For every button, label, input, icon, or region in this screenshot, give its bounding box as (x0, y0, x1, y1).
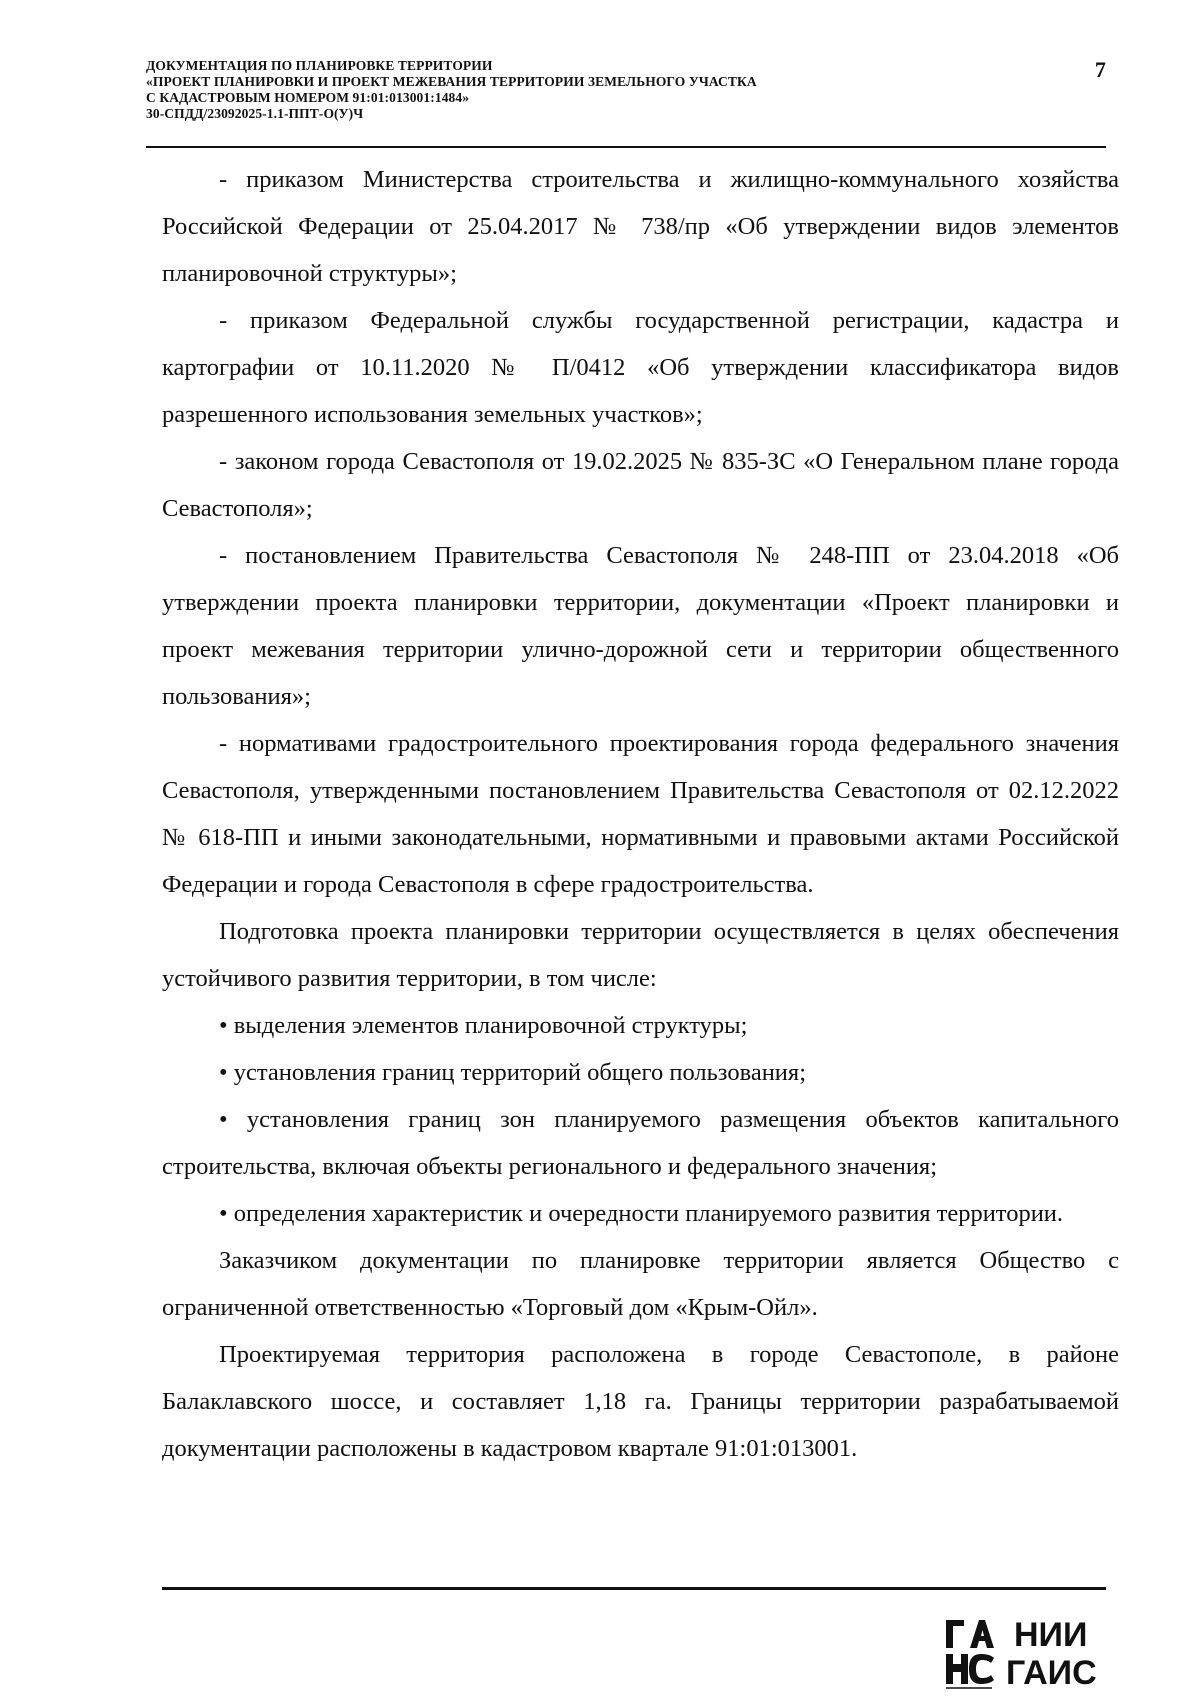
page-number: 7 (1094, 57, 1106, 82)
logo-icon (946, 1612, 1122, 1690)
bullet-item: • установления границ территорий общего пользования; (219, 1059, 806, 1086)
header-line-1: ДОКУМЕНТАЦИЯ ПО ПЛАНИРОВКЕ ТЕРРИТОРИИ (146, 58, 493, 73)
paragraph-resolution-248: - постановлением Правительства Севастополя № 248-ПП от 23.04.2018 «Об утверждении проекта планировки территории, документации «Проект планировки и проект межевания территории улично-дорожной сети и территории общественного пользования»; (162, 542, 1119, 710)
bullet-item: • определения характеристик и очередности планируемого развития территории. (219, 1200, 1064, 1227)
header-line-4: 30-СПДД/23092025-1.1-ППТ-О(У)Ч (146, 106, 364, 121)
document-body (162, 156, 1119, 1472)
header-line-3: С КАДАСТРОВЫМ НОМЕРОМ 91:01:013001:1484» (146, 90, 470, 105)
paragraph-purpose: Подготовка проекта планировки территории осуществляется в целях обеспечения устойчивого развития территории, в том числе: (162, 918, 1119, 992)
svg-text:ГАИС: ГАИС (1006, 1654, 1097, 1690)
paragraph-territory: Проектируемая территория расположена в городе Севастополе, в районе Балаклавского шоссе, и составляет 1,18 га. Границы территории разрабатываемой документации расположены в кадастровом квартале 91:01:013001. (162, 1341, 1119, 1462)
header-line-2: «ПРОЕКТ ПЛАНИРОВКИ И ПРОЕКТ МЕЖЕВАНИЯ ТЕРРИТОРИИ ЗЕМЕЛЬНОГО УЧАСТКА (146, 74, 757, 89)
bullet-item: • установления границ зон планируемого размещения объектов капитального строительства, включая объекты регионального и федерального значения; (162, 1106, 1119, 1180)
company-logo (946, 1612, 1122, 1690)
paragraph-law-general-plan: - законом города Севастополя от 19.02.2025 № 835-ЗС «О Генеральном плане города Севастополя»; (162, 448, 1119, 522)
header-divider (146, 146, 1106, 148)
bullet-item: • выделения элементов планировочной структуры; (219, 1012, 748, 1039)
paragraph-order-rosreestr: - приказом Федеральной службы государственной регистрации, кадастра и картографии от 10.11.2020 № П/0412 «Об утверждении классификатора видов разрешенного использования земельных участков»; (162, 307, 1119, 428)
document-header (146, 58, 1106, 122)
paragraph-order-minstroy: - приказом Министерства строительства и жилищно-коммунального хозяйства Российской Федерации от 25.04.2017 № 738/пр «Об утверждении видов элементов планировочной структуры»; (162, 166, 1119, 287)
paragraph-customer: Заказчиком документации по планировке территории является Общество с ограниченной ответственностью «Торговый дом «Крым-Ойл». (162, 1247, 1119, 1321)
svg-text:НИИ: НИИ (1014, 1616, 1088, 1654)
footer-divider (162, 1587, 1106, 1590)
paragraph-standards: - нормативами градостроительного проектирования города федерального значения Севастополя, утвержденными постановлением Правительства Севастополя от 02.12.2022 № 618-ПП и иными законодательными, нормативными и правовыми актами Российской Федерации и города Севастополя в сфере градостроительства. (162, 730, 1119, 898)
